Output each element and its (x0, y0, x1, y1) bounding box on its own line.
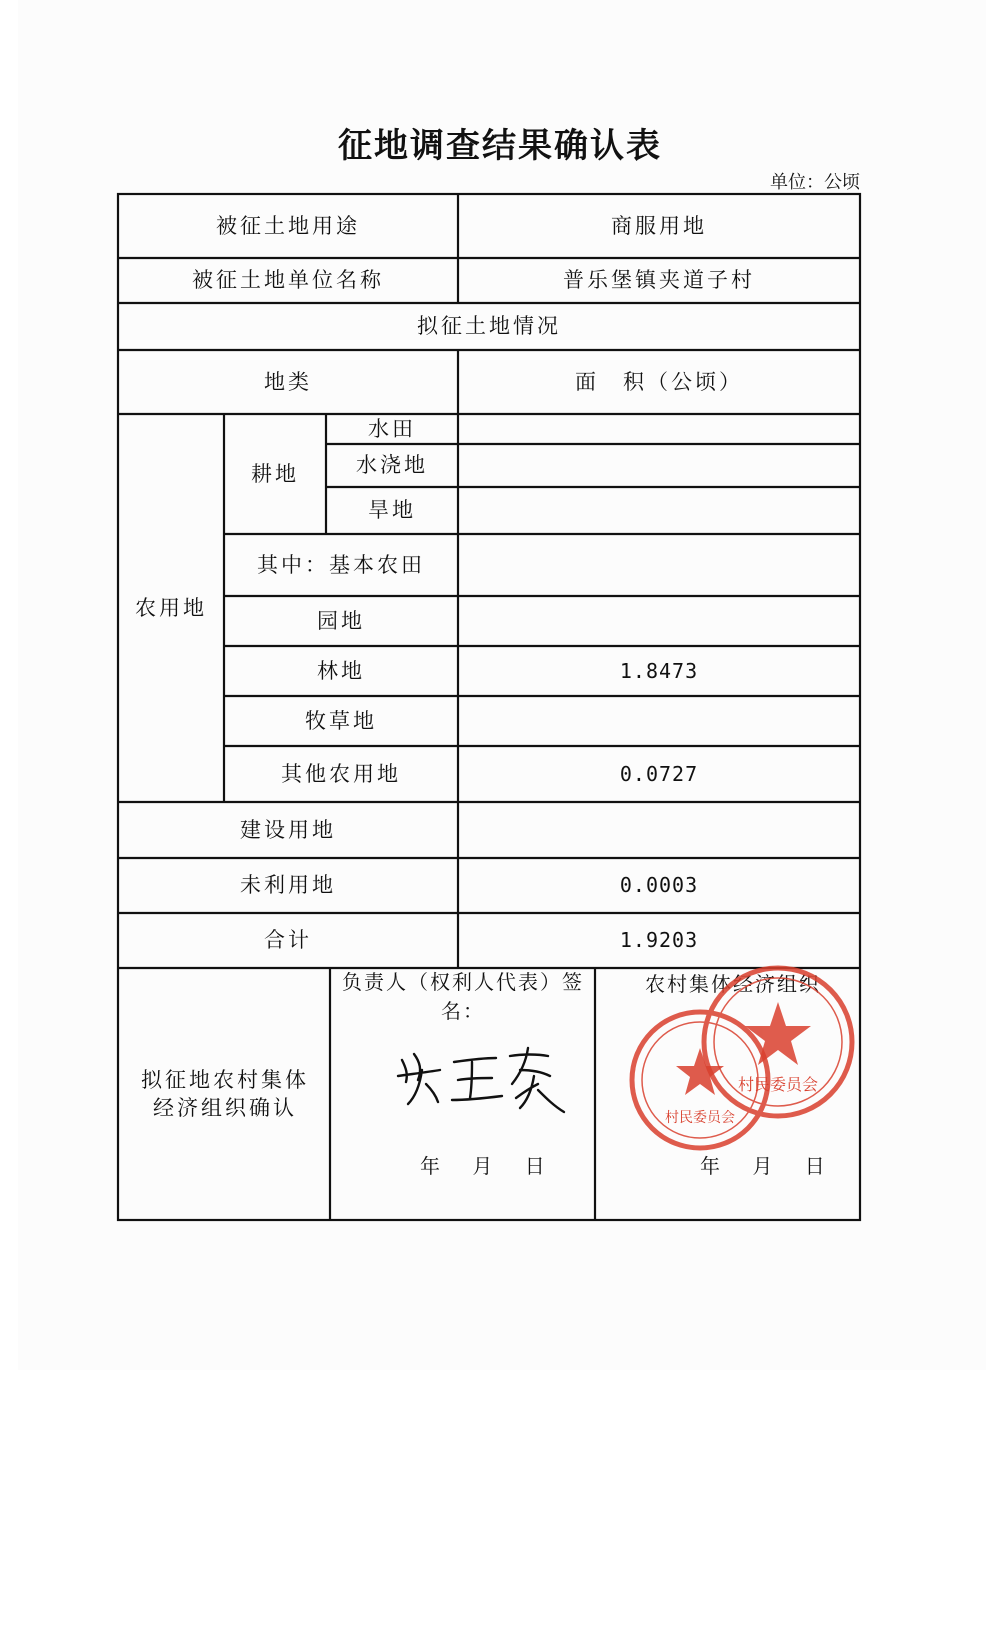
seal-text-main: 村民委员会 (737, 1075, 819, 1094)
other-agri-value: 0.0727 (619, 761, 699, 786)
dry-land-label: 旱地 (368, 498, 416, 523)
signer-title: 负责人（权利人代表）签名： (342, 970, 584, 1023)
construction-label: 建设用地 (240, 817, 336, 842)
unit-label: 单位：公顷 (770, 172, 860, 193)
pasture-label: 牧草地 (305, 708, 377, 733)
signer-date: 年 月 日 (420, 1154, 545, 1178)
construction-value (458, 802, 860, 858)
paddy-value (458, 414, 860, 444)
document-title: 征地调查结果确认表 (338, 126, 662, 166)
land-use-value: 商服用地 (611, 213, 707, 238)
seal-text-secondary: 村民委员会 (665, 1110, 735, 1126)
land-use-label: 被征土地用途 (216, 213, 360, 238)
paddy-label: 水田 (368, 416, 416, 441)
unused-land-value: 0.0003 (619, 873, 699, 897)
total-label: 合计 (264, 928, 312, 953)
column-header-area: 面 积（公顷） (575, 369, 743, 394)
cultivated-land-label: 耕地 (251, 461, 299, 486)
garden-value (458, 596, 860, 646)
forest-label: 林地 (317, 658, 365, 683)
collective-title: 农村集体经济组织 (645, 972, 821, 996)
forest-value: 1.8473 (619, 658, 699, 683)
unit-name-value: 普乐堡镇夹道子村 (563, 268, 755, 293)
handwritten-signature (392, 1040, 572, 1120)
column-header-type: 地类 (264, 369, 312, 394)
dry-land-value (458, 487, 860, 534)
garden-label: 园地 (317, 608, 365, 633)
irrigated-label: 水浇地 (356, 453, 428, 478)
basic-farmland-value (458, 534, 860, 596)
collective-date: 年 月 日 (700, 1154, 825, 1178)
unused-land-label: 未利用地 (240, 873, 336, 898)
basic-farmland-label: 其中：基本农田 (257, 552, 425, 577)
agricultural-land-label: 农用地 (135, 595, 207, 620)
total-value: 1.9203 (619, 928, 699, 952)
section-header: 拟征土地情况 (417, 314, 561, 339)
unit-name-label: 被征土地单位名称 (192, 268, 384, 293)
confirmation-label: 拟征地农村集体经济组织确认 (141, 1067, 309, 1120)
other-agri-label: 其他农用地 (281, 761, 401, 786)
pasture-value (458, 696, 860, 746)
irrigated-value (458, 444, 860, 487)
